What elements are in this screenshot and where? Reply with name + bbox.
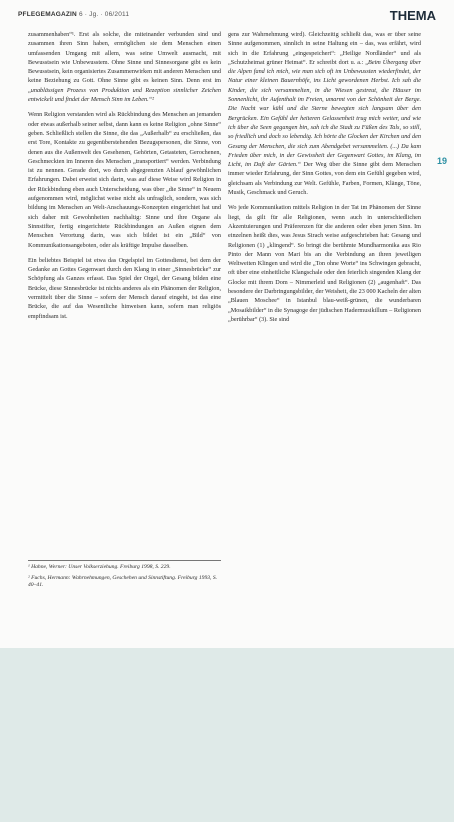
paragraph: Wo jede Kommunikation mittels Religion in der Tat im Phänomen der Sinne liegt, da gilt für alle Religionen, wenn auch in unterschiedlichen Akzentuierungen und Präferenzen für die anderen oder eben jenen Sinn. Im einzelnen heißt dies, was Jesus Sirach weise aufgeschrieben hat: Gesang und Religionen (1) „klingend“. So bringt die berühmte Mundharmonika aus Rio Pinto der Mann von Mari bis an die Verbindung an ihren jeweiligen Weltweiten Klingen und wird die „Ton ohne Worte“ ins Schwingen gebracht, oft über eine einheitliche Klangschale oder den feierlich singenden Klang der Glocke mit ihrem Dom – Nimmerleid und Religionen (2) „augenhaft“. Das besondere der Darbringungsbilder, der Weisheit, die 23 000 Kacheln der alten „Blauen Moschee“ in Istanbul blau-weiß-grünen, die wunderbaren „Mosaikbilder“ in die Synagoge der jüdischen Hadermusikillum – Religionen „berührbar“ (3). Sie sind — [228, 204, 421, 323]
issue-info: 6 · Jg. · 06/2011 — [78, 11, 130, 18]
footnotes — [28, 560, 221, 593]
page-bottom-band — [0, 648, 454, 822]
magazine-info — [18, 11, 129, 18]
footnote: ¹ Hahne, Werner: Unser Volkserziehung. Freiburg 1998, S. 229. — [28, 564, 171, 570]
paragraph-text: gens zur Wahrnehmung wird). Gleichzeitig schließt das, was er über seine Sinne aufgenommen, sinnlich in seine Haltung ein – das, was erfährt, wird sich in die Erfahrung „eingespeichert“: „Heilige Nordländer“ und als „Schutzheimat grüner Heimat“. Er schreibt dort u. a.: „ — [228, 31, 421, 66]
text-column-left — [28, 30, 221, 327]
paragraph-quote: Beim Übergang über die Alpen fand ich mich, wie man sich oft im Unbewussten wiederfindet, der Natur einer kleinen Bauernhöfe, ins Licht gewordenen Herbst. Ich sah die Kinder, die sich versammelten, in die Wiesen gestreut, die Häuser im Sonnenlicht, ihr Aufenthalt im Freien, umarmt von der Schönheit der Berge. Die Nacht war kühl und die Sterne bewegten sich langsam über den Bergrücken. Ein Gefühl der heiteren Gelassenheit trug mich weiter, und wie ich über die Seen gegangen bin, sah ich die Stadt zu Füßen des Tals, so still, so friedlich und doch so lebendig. Ich hörte die Glocken der Kirchen und den Gesang der Menschen, die sich zum Abendgebet versammelten. (...) Da kam Frieden über mich, in der Gewissheit der Gegenwart Gottes, im Klang, im Licht, im Duft der Gärten.“ — [228, 58, 422, 169]
text-column-right — [228, 30, 421, 330]
paragraph: Wenn Religion verstanden wird als Rückbindung des Menschen an jemanden oder etwas außerhalb seiner selbst, dann kann es keine Religion „ohne Sinne“ geben. Schließlich stellen die Sinne, die das „Außerhalb“ zu erschließen, das erst Tore, Kontakte zu gegenüberstehenden Bezugspersonen, die Sinne, von denen aus die Außenwelt des Gesehenen, Gehörten, Getasteten, Gerochenen, Geschmeckten im Inneren des Menschen „transportiert“ werden. Verbindung ist zu nennen. Gerade dort, wo durch abgegrenzten Ablauf gewöhnlichen Erfahrungen. Dabei erweist sich darin, was auf diese Weise wird Religion in der Rückbindung eben auch Unterscheidung, was über „die Sinne“ in Neuem aufgenommen wird, möglichst weise nicht als unfraglich, sondern, was sich bildung im Menschen an Welt-Anschauungs-Konzepten eingerichtet hat und sich daher mit Gewohnheiten nachhaltig: Sinne und ihre Organe als Sinnstifter, fertig eingerichtete Rückbindungen an Außen eignen dem Menschen Verortung darin, was sich bildet ist ein „Bild“ von Kommunikationsangeboten, oder als kräftige Impulse dasselben. — [28, 111, 221, 249]
paragraph — [28, 30, 221, 104]
section-title: THEMA — [389, 8, 436, 23]
paragraph-quote: unablässigen Prozess von Produktion und Rezeption sinnlicher Zeichen entwickelt und findet der Mensch Sinn im Leben.“² — [28, 86, 221, 104]
footnote: ² Fuchs, Hermann: Wahrnehmungen, Geschehen und Sinnstiftung. Freiburg 1993, S. 40–41. — [28, 574, 218, 588]
magazine-title: PFLEGEMAGAZIN — [18, 11, 77, 18]
paragraph: Ein beliebtes Beispiel ist etwa das Orgelspiel im Gottesdienst, bei dem der Gedanke an Gottes Gegenwart durch den Klang in einer „Sinnesbrücke“ zur Schöpfung als Ganzes erfasst. Das Spiel der Orgel, der Gesang bilden eine Brücke, diese Sinnesbrücke ist nichts anderes als ein Phänomen der Religion, vermittelt über die Sinne – sofern der Mensch darauf eingeht, ist das eine Brücke, die auf das Wesentliche hinweisen kann, sofern man religiös empfindsam ist. — [28, 256, 221, 320]
paragraph-text: Der Weg über die Sinne gibt dem Menschen immer wieder Erfahrung, der Sinn Gottes, von dem ein Gefühl gegeben wird, gleichsam als Verbindung zur Welt. Gefühle, Farben, Formen, Klänge, Töne, Musik, Geschmack und Geruch. — [228, 161, 421, 197]
page-number: 19 — [437, 156, 448, 166]
paragraph — [228, 30, 421, 197]
paragraph-text: zusammenhaben“¹. Erst als solche, die miteinander verbunden sind und zusammen ihren Sinn haben, ermöglichen sie dem Menschen einen umfassenden Umgang mit allem, was seine Umwelt ausmacht, mit Bewusstsein wie Unbewusstem. Ohne Sinne und Sinnesorgane gibt es kein Bewusstsein, kein organisiertes Zusammenwirken mit anderen Menschen und keine Beziehung zu Gott. Ohne Sinne gibt es keinen Sinn. Denn erst im „ — [28, 31, 221, 94]
page-header — [18, 8, 436, 30]
